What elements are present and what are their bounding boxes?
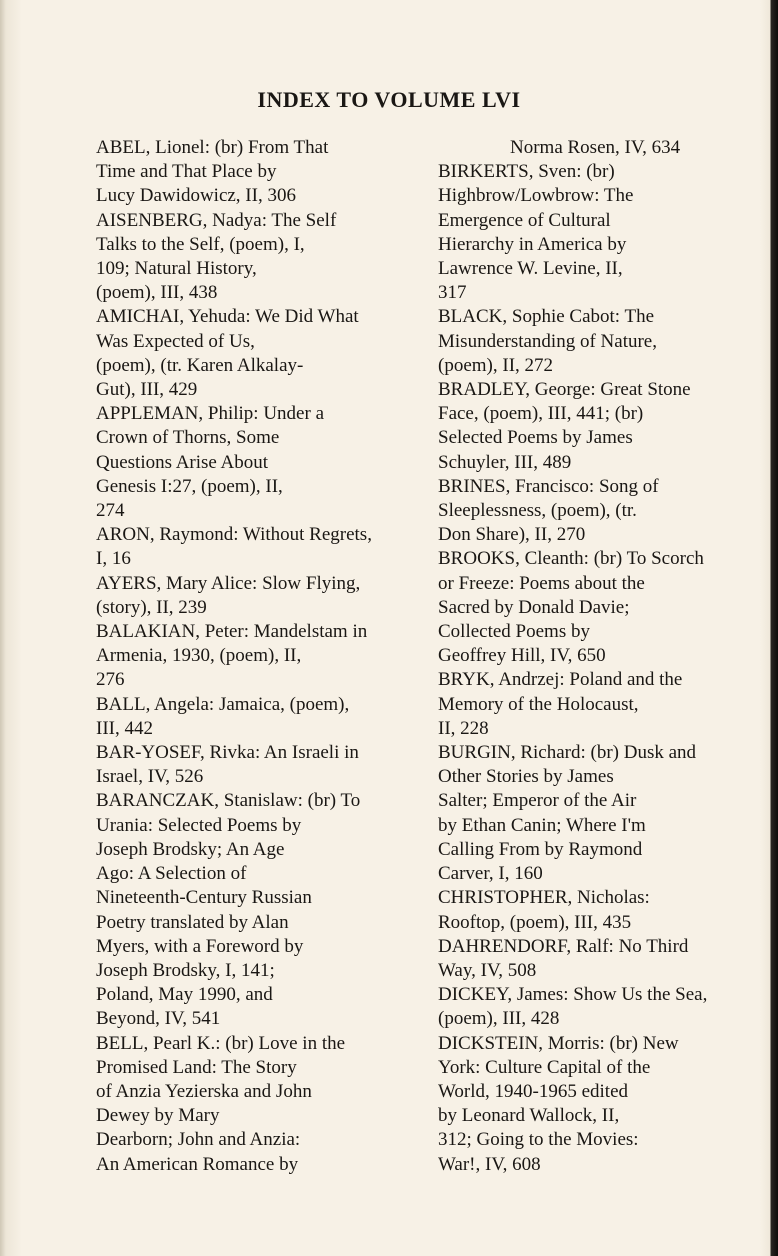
index-entry	[438, 983, 768, 1031]
entry-line: Highbrow/Lowbrow: The	[438, 185, 634, 207]
index-entry	[96, 305, 432, 402]
entry-line: Collected Poems by	[438, 621, 590, 643]
entry-line: Carver, I, 160	[438, 863, 543, 885]
entry-line: Selected Poems by James	[438, 427, 633, 449]
entry-line: I, 16	[96, 548, 131, 570]
entry-line: ARON, Raymond: Without Regrets,	[96, 524, 372, 546]
entry-line: Promised Land: The Story	[96, 1056, 297, 1078]
entry-line: Gut), III, 429	[96, 379, 198, 401]
entry-line: Urania: Selected Poems by	[96, 814, 302, 836]
entry-line: BELL, Pearl K.: (br) Love in the	[96, 1032, 346, 1054]
entry-line: Salter; Emperor of the Air	[438, 790, 637, 812]
entry-line: Armenia, 1930, (poem), II,	[96, 645, 302, 667]
index-entry	[438, 547, 768, 668]
entry-line: Other Stories by James	[438, 766, 614, 788]
entry-line: BLACK, Sophie Cabot: The	[438, 306, 655, 328]
entry-line: of Anzia Yezierska and John	[96, 1080, 312, 1102]
entry-line: BRINES, Francisco: Song of	[438, 475, 659, 497]
entry-line: Dearborn; John and Anzia:	[96, 1129, 301, 1151]
entry-line: or Freeze: Poems about the	[438, 572, 645, 594]
entry-line: Time and That Place by	[96, 161, 277, 183]
index-entry	[438, 378, 768, 475]
entry-line: Dewey by Mary	[96, 1105, 220, 1127]
entry-line: Joseph Brodsky, I, 141;	[96, 959, 275, 981]
entry-line: CHRISTOPHER, Nicholas:	[438, 887, 650, 909]
index-entry	[438, 741, 768, 886]
entry-line: BROOKS, Cleanth: (br) To Scorch	[438, 548, 704, 570]
entry-line: BAR-YOSEF, Rivka: An Israeli in	[96, 742, 359, 764]
index-entry	[96, 741, 432, 789]
entry-line: BRYK, Andrzej: Poland and the	[438, 669, 683, 691]
entry-line: DICKSTEIN, Morris: (br) New	[438, 1032, 679, 1054]
entry-line: Israel, IV, 526	[96, 766, 204, 788]
entry-line: Misunderstanding of Nature,	[438, 330, 657, 352]
entry-line: BRADLEY, George: Great Stone	[438, 379, 691, 401]
entry-line: by Ethan Canin; Where I'm	[438, 814, 646, 836]
index-entry	[96, 789, 432, 1031]
entry-line: 312; Going to the Movies:	[438, 1129, 639, 1151]
entry-line: Crown of Thorns, Some	[96, 427, 280, 449]
index-entry	[438, 1032, 768, 1177]
index-entry	[96, 693, 432, 741]
entry-line: World, 1940-1965 edited	[438, 1080, 629, 1102]
entry-line: Talks to the Self, (poem), I,	[96, 233, 305, 255]
entry-line: (poem), III, 438	[96, 282, 218, 304]
entry-line: ABEL, Lionel: (br) From That	[96, 137, 329, 158]
index-entry	[96, 523, 432, 571]
entry-line: 274	[96, 500, 125, 522]
entry-line: War!, IV, 608	[438, 1153, 541, 1175]
entry-line: (poem), II, 272	[438, 354, 554, 376]
index-column-right	[438, 136, 768, 1177]
entry-line: AYERS, Mary Alice: Slow Flying,	[96, 572, 361, 594]
entry-line: Emergence of Cultural	[438, 209, 611, 231]
entry-line: Rooftop, (poem), III, 435	[438, 911, 632, 933]
entry-line: 317	[438, 282, 467, 304]
entry-line: III, 442	[96, 717, 153, 739]
entry-line: York: Culture Capital of the	[438, 1056, 651, 1078]
entry-line: Lucy Dawidowicz, II, 306	[96, 185, 296, 207]
entry-line: AISENBERG, Nadya: The Self	[96, 209, 337, 231]
entry-line: BURGIN, Richard: (br) Dusk and	[438, 742, 697, 764]
entry-line: Calling From by Raymond	[438, 838, 643, 860]
entry-line: Was Expected of Us,	[96, 330, 255, 352]
entry-line: Don Share), II, 270	[438, 524, 586, 546]
entry-line: Nineteenth-Century Russian	[96, 887, 312, 909]
entry-line: (poem), III, 428	[438, 1008, 560, 1030]
entry-line: Sleeplessness, (poem), (tr.	[438, 500, 637, 522]
page-title: INDEX TO VOLUME LVI	[257, 87, 521, 112]
entry-line: Beyond, IV, 541	[96, 1008, 221, 1030]
entry-line: DICKEY, James: Show Us the Sea,	[438, 984, 708, 1006]
entry-line: Geoffrey Hill, IV, 650	[438, 645, 606, 667]
index-entry	[96, 572, 432, 620]
entry-line: Norma Rosen, IV, 634	[510, 137, 681, 158]
entry-line: II, 228	[438, 717, 489, 739]
entry-line: Genesis I:27, (poem), II,	[96, 475, 283, 497]
index-entry	[438, 886, 768, 934]
index-entry	[438, 668, 768, 741]
index-column-left	[96, 136, 432, 1177]
entry-line: Face, (poem), III, 441; (br)	[438, 403, 644, 425]
entry-line: Sacred by Donald Davie;	[438, 596, 630, 618]
entry-line: (poem), (tr. Karen Alkalay-	[96, 354, 304, 376]
entry-line: Myers, with a Foreword by	[96, 935, 304, 957]
entry-line: Ago: A Selection of	[96, 863, 247, 885]
entry-line: APPLEMAN, Philip: Under a	[96, 403, 324, 425]
entry-line: Hierarchy in America by	[438, 233, 627, 255]
entry-line: Questions Arise About	[96, 451, 269, 473]
index-entry-continued	[438, 136, 768, 160]
entry-line: 109; Natural History,	[96, 258, 257, 280]
entry-line: Joseph Brodsky; An Age	[96, 838, 285, 860]
entry-line: BARANCZAK, Stanislaw: (br) To	[96, 790, 361, 812]
entry-line: An American Romance by	[96, 1153, 299, 1175]
index-entry	[438, 305, 768, 378]
entry-line: DAHRENDORF, Ralf: No Third	[438, 935, 689, 957]
entry-line: BIRKERTS, Sven: (br)	[438, 161, 615, 183]
entry-line: Poetry translated by Alan	[96, 911, 289, 933]
entry-line: BALL, Angela: Jamaica, (poem),	[96, 693, 350, 715]
index-entry	[96, 136, 432, 209]
index-entry	[96, 1032, 432, 1177]
entry-line: AMICHAI, Yehuda: We Did What	[96, 306, 359, 328]
entry-line: Memory of the Holocaust,	[438, 693, 639, 715]
entry-line: BALAKIAN, Peter: Mandelstam in	[96, 621, 368, 643]
index-entry	[96, 209, 432, 306]
entry-line: Poland, May 1990, and	[96, 984, 273, 1006]
entry-line: (story), II, 239	[96, 596, 207, 618]
index-entry	[438, 160, 768, 305]
entry-line: by Leonard Wallock, II,	[438, 1105, 620, 1127]
entry-line: Way, IV, 508	[438, 959, 537, 981]
entry-line: Schuyler, III, 489	[438, 451, 572, 473]
entry-line: Lawrence W. Levine, II,	[438, 258, 623, 280]
index-entry	[96, 620, 432, 693]
index-entry	[438, 935, 768, 983]
index-entry	[438, 475, 768, 548]
index-entry	[96, 402, 432, 523]
entry-line: 276	[96, 669, 125, 691]
